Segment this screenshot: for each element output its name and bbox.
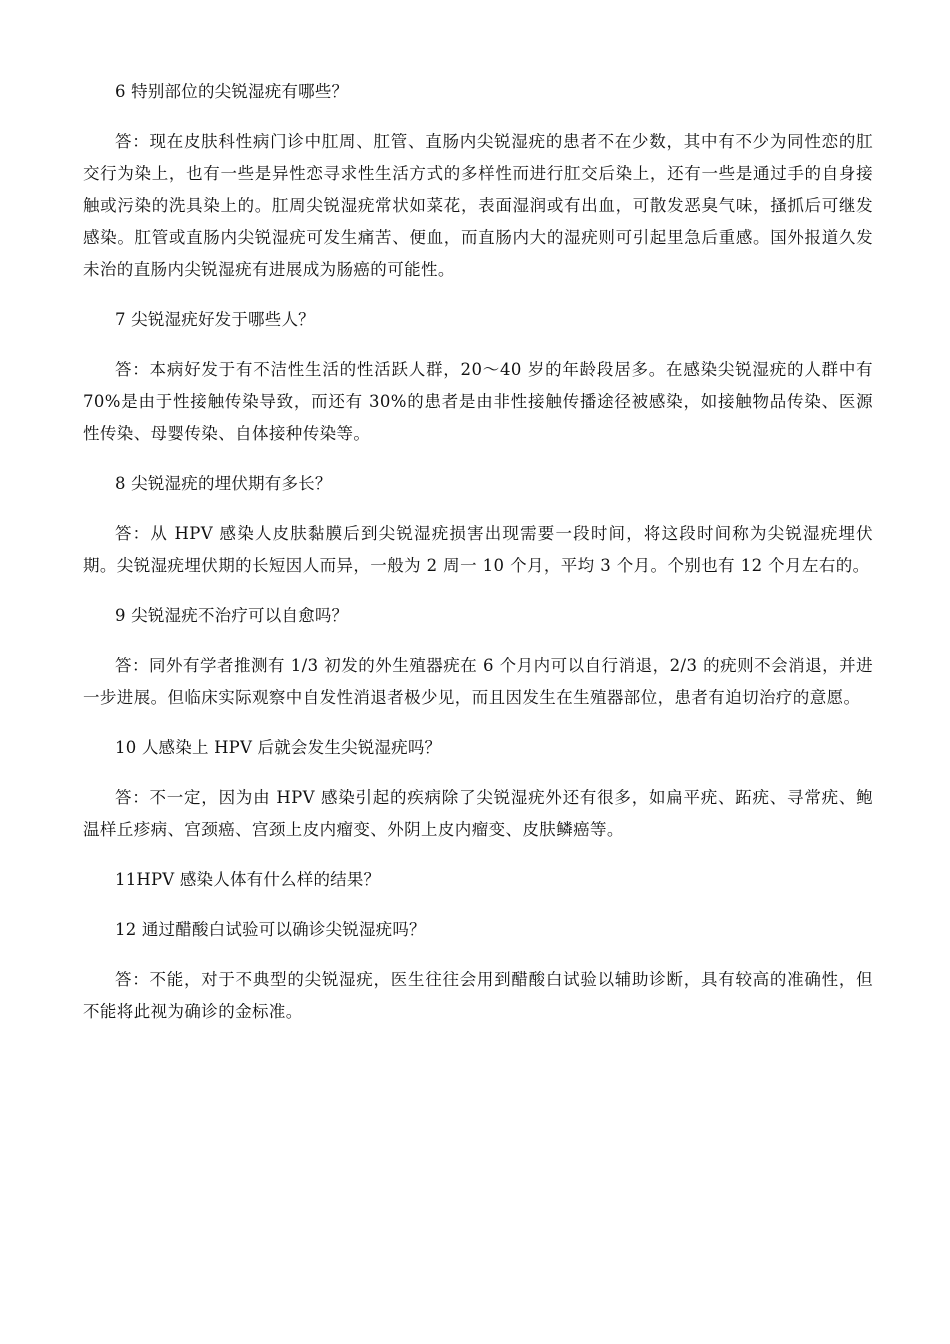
answer-7: 答：本病好发于有不洁性生活的性活跃人群，20～40 岁的年龄段居多。在感染尖锐湿疣的人群中有 70%是由于性接触传染导致，而还有 30%的患者是由非性接触传播途径被感染，如接触物品传染、医源性传染、母婴传染、自体接种传染等。	[83, 360, 873, 443]
document-body	[83, 76, 873, 1046]
answer-8: 答：从 HPV 感染人皮肤黏膜后到尖锐湿疣损害出现需要一段时间，将这段时间称为尖锐湿疣埋伏期。尖锐湿疣埋伏期的长短因人而异，一般为 2 周一 10 个月，平均 3 个月。个别也有 12 个月左右的。	[83, 524, 873, 575]
question-11: 11HPV 感染人体有什么样的结果？	[115, 870, 381, 889]
question-7: 7 尖锐湿疣好发于哪些人？	[115, 310, 315, 329]
answer-12: 答：不能，对于不典型的尖锐湿疣，医生往往会用到醋酸白试验以辅助诊断，具有较高的准确性，但不能将此视为确诊的金标准。	[83, 970, 873, 1021]
question-12: 12 通过醋酸白试验可以确诊尖锐湿疣吗？	[115, 920, 426, 939]
question-6: 6 特别部位的尖锐湿疣有哪些？	[115, 82, 349, 101]
answer-6: 答：现在皮肤科性病门诊中肛周、肛管、直肠内尖锐湿疣的患者不在少数，其中有不少为同性恋的肛交行为染上，也有一些是异性恋寻求性生活方式的多样性而进行肛交后染上，还有一些是通过手的自身接触或污染的洗具染上的。肛周尖锐湿疣常状如菜花，表面湿润或有出血，可散发恶臭气味，搔抓后可继发感染。肛管或直肠内尖锐湿疣可发生痛苦、便血，而直肠内大的湿疣则可引起里急后重感。国外报道久发未治的直肠内尖锐湿疣有进展成为肠癌的可能性。	[83, 132, 873, 279]
question-9: 9 尖锐湿疣不治疗可以自愈吗？	[115, 606, 349, 625]
question-10: 10 人感染上 HPV 后就会发生尖锐湿疣吗？	[115, 738, 442, 757]
answer-9: 答：同外有学者推测有 1/3 初发的外生殖器疣在 6 个月内可以自行消退，2/3 的疣则不会消退，并进一步进展。但临床实际观察中自发性消退者极少见，而且因发生在生殖器部位，患者有迫切治疗的意愿。	[83, 656, 873, 707]
answer-10: 答：不一定，因为由 HPV 感染引起的疾病除了尖锐湿疣外还有很多，如扁平疣、跖疣、寻常疣、鲍温样丘疹病、宫颈癌、宫颈上皮内瘤变、外阴上皮内瘤变、皮肤鳞癌等。	[83, 788, 873, 839]
question-8: 8 尖锐湿疣的埋伏期有多长？	[115, 474, 332, 493]
